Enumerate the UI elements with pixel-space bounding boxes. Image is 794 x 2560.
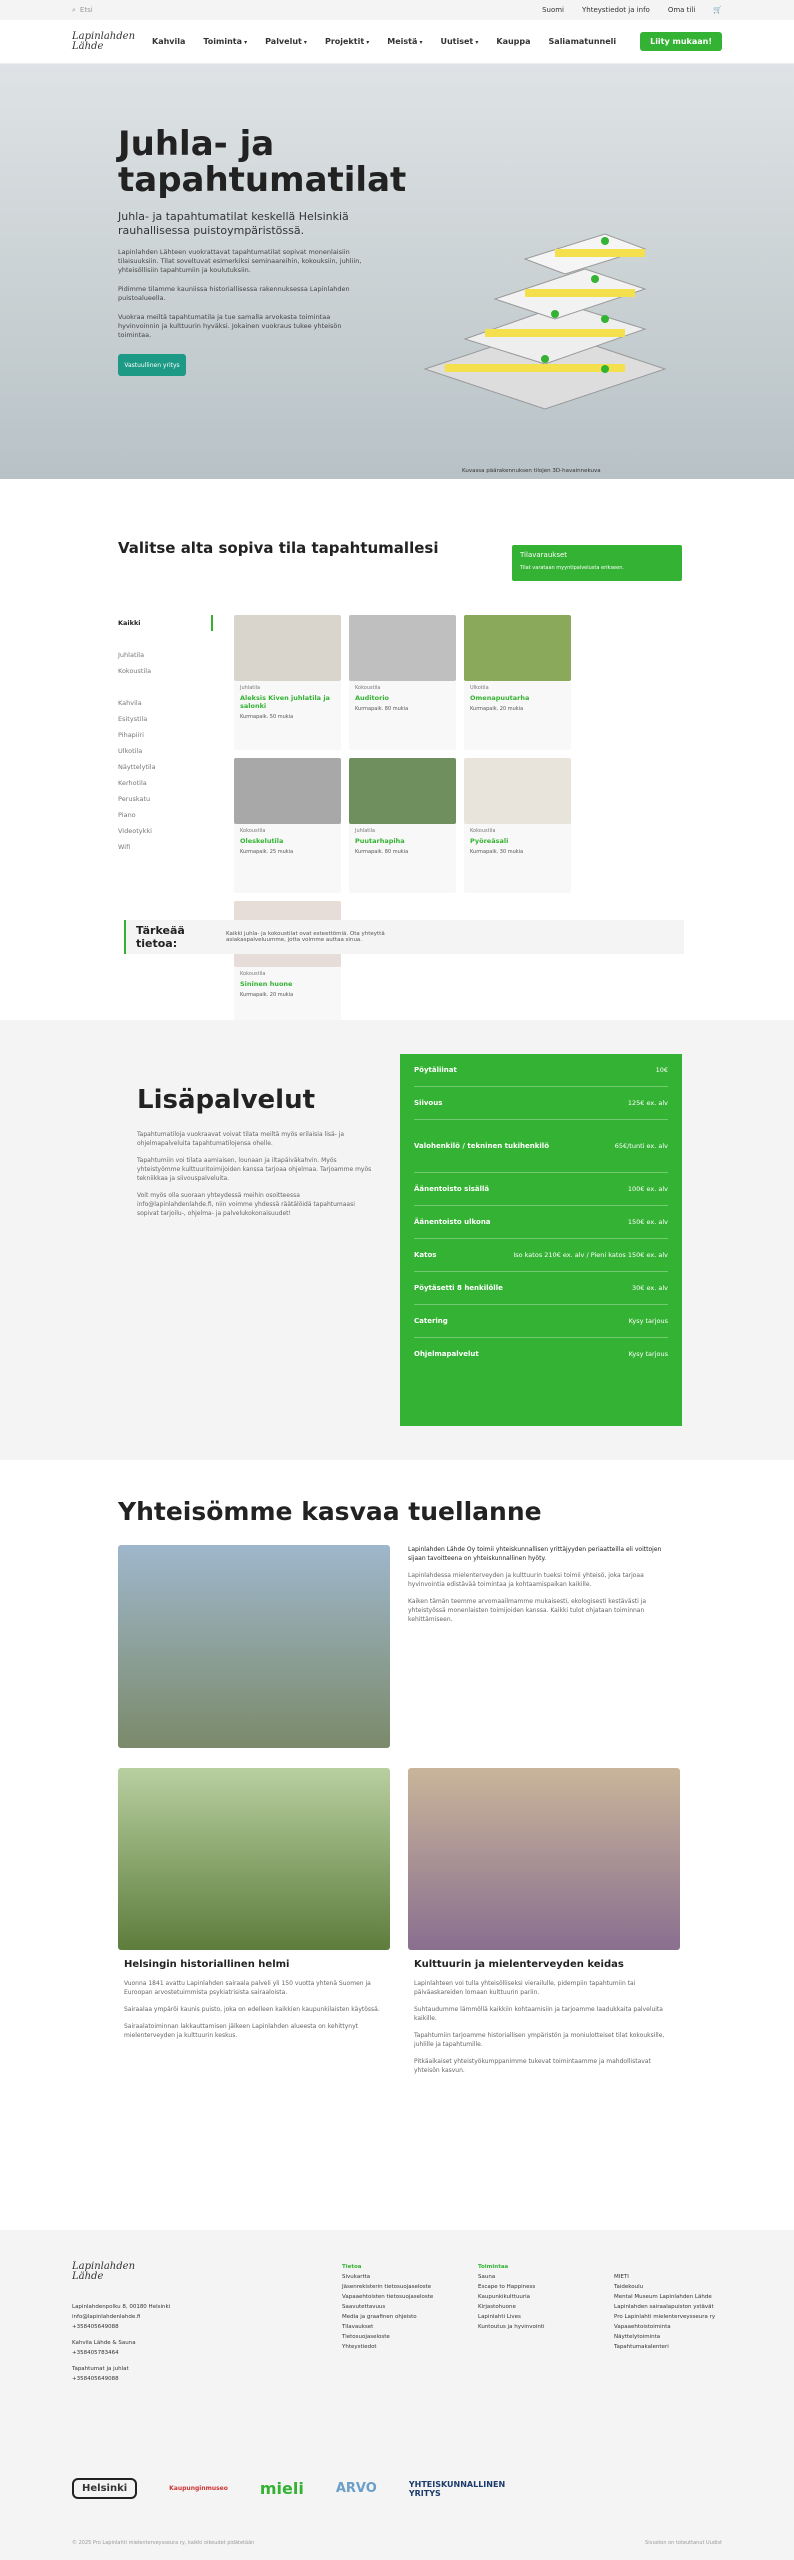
hero-text-1: Lapinlahden Lähteen vuokrattavat tapahtumatilat sopivat monenlaisiin tilaisuuksiin. Tilat soveltuvat esimerkiksi seminaareihin, kokouksiin, juhliin, yhteisöllisiin tapahtumiin ja koulutuksiin. xyxy=(118,248,362,274)
community-title: Yhteisömme kasvaa tuellanne xyxy=(118,1497,542,1526)
space-photo xyxy=(349,615,456,681)
footer-address: Lapinlahdenpolku 8, 00180 Helsinki xyxy=(72,2304,171,2310)
category-filter xyxy=(118,615,213,855)
join-button[interactable]: Liity mukaan! xyxy=(640,32,722,51)
partner-logos xyxy=(72,2478,506,2499)
price-row xyxy=(414,1054,668,1087)
category-juhlatila[interactable]: Juhlatila xyxy=(118,651,145,659)
footer-events: Tapahtumat ja juhlat xyxy=(72,2366,129,2372)
space-card[interactable] xyxy=(234,615,341,750)
footer-link[interactable]: Jäsenrekisterin tietosuojaseloste xyxy=(342,2284,432,2290)
footer-link[interactable]: Lapinlahden sairaalapuiston ystävät xyxy=(614,2304,714,2310)
price-row xyxy=(414,1272,668,1305)
space-name[interactable]: Sininen huone xyxy=(240,980,293,988)
space-name[interactable]: Aleksis Kiven juhlatila ja salonki xyxy=(240,694,330,710)
space-grid xyxy=(234,615,684,1036)
history-title: Helsingin historiallinen helmi xyxy=(124,1959,290,1970)
footer-link[interactable]: Mental Museum Lapinlahden Lähde xyxy=(614,2294,712,2300)
copyright: © 2025 Pro Lapinlahti mielenterveysseura ry, kaikki oikeudet pidätetään xyxy=(72,2540,255,2546)
hero-caption: Kuvassa päärakennuksen tilojen 3D-havainnekuva xyxy=(462,468,601,474)
footer-logo[interactable]: Lapinlahden Lähde xyxy=(72,2261,136,2282)
community-text-1: Lapinlahdessa mielenterveyden ja kulttuurin tueksi toimii yhteisö, joka tarjoaa hyvinvointia edistävää toimintaa ja kohtaamispaikan kaikille. xyxy=(408,1572,644,1588)
space-card[interactable] xyxy=(234,758,341,893)
extras-text-1: Tapahtumatiloja vuokraavat voivat tilata meiltä myös erilaisia lisä- ja ohjelmapalveluita tapahtumatilojensa ohelle. xyxy=(137,1131,345,1147)
category-videotykki[interactable]: Videotykki xyxy=(118,827,152,835)
credits-link[interactable]: Sivuston on toteuttanut Uudist xyxy=(645,2540,722,2546)
notice-text: Tilat varataan myyntipalvelusta erikseen. xyxy=(520,565,624,571)
culture-title: Kulttuurin ja mielenterveyden keidas xyxy=(414,1959,624,1970)
space-type: Kokoustila xyxy=(240,828,266,834)
hero-text-2: Pidimme tilamme kauniissa historiallisessa rakennuksessa Lapinlahden puistoalueella. xyxy=(118,285,350,302)
category-ulkotila[interactable]: Ulkotila xyxy=(118,747,143,755)
footer-phone[interactable]: +358405649088 xyxy=(72,2324,119,2330)
community-text xyxy=(408,1545,678,1632)
space-card[interactable] xyxy=(464,615,571,750)
space-capacity: Kurmapaik. 25 mukia xyxy=(240,849,294,855)
booking-notice[interactable] xyxy=(512,545,682,581)
space-capacity: Kurmapaik. 80 mukia xyxy=(355,706,409,712)
footer-link[interactable]: Vapaaehtoistoiminta xyxy=(614,2324,671,2330)
footer-sales-phone[interactable]: +358405783464 xyxy=(72,2350,119,2356)
footer-bottom xyxy=(72,2540,722,2546)
footer-link[interactable]: Saavutettavuus xyxy=(342,2304,386,2310)
community-lead: Lapinlahden Lähde Oy toimii yhteiskunnallisen yrittäjyyden periaatteilla eli voittojen sijaan tavoitteena on yhteiskunnallinen hyöty. xyxy=(408,1546,662,1562)
space-name[interactable]: Puutarhapiha xyxy=(355,837,405,845)
crowd-photo xyxy=(118,1545,390,1748)
space-card[interactable] xyxy=(349,758,456,893)
footer-col-partners xyxy=(614,2272,724,2352)
price-value: 100€ ex. alv xyxy=(627,1185,668,1193)
space-photo xyxy=(349,758,456,824)
price-label: Äänentoisto ulkona xyxy=(414,1218,491,1226)
community-text-2: Kaiken tämän teemme arvomaailmamme mukaisesti, ekologisesti kestävästi ja yhteistyössä monenlaisten toimijoiden kanssa. Kaikki tulot ohjataan toiminnan kehittämiseen. xyxy=(408,1598,647,1623)
price-row xyxy=(414,1120,668,1173)
nav-item-kahvila[interactable]: Kahvila xyxy=(152,37,186,46)
responsible-badge: Vastuullinen yritys xyxy=(118,354,186,376)
section-title: Valitse alta sopiva tila tapahtumallesi xyxy=(118,539,439,557)
culture-text-4: Pitkäaikaiset yhteistyökumppanimme tukevat toimintaamme ja mahdollistavat yhteisön kasvun. xyxy=(414,2058,651,2074)
footer-events-phone[interactable]: +358405649088 xyxy=(72,2376,119,2382)
topbar xyxy=(0,0,794,20)
search-input[interactable]: Etsi xyxy=(79,6,93,14)
hero-subtitle: Juhla- ja tapahtumatilat keskellä Helsinkiä rauhallisessa puistoympäristössä. xyxy=(118,210,349,237)
hero xyxy=(0,64,794,479)
footer-link[interactable]: Tapahtumakalenteri xyxy=(614,2344,669,2350)
search[interactable] xyxy=(72,6,212,15)
price-value: Kysy tarjous xyxy=(628,1350,668,1358)
history-text-3: Sairaalatoiminnan lakkauttamisen jälkeen Lapinlahden alueesta on kehittynyt mielenterveyden ja kulttuurin keskus. xyxy=(124,2023,358,2039)
space-capacity: Kurmapaik. 50 mukia xyxy=(240,714,294,720)
footer-link[interactable]: Kuntoutus ja hyvinvointi xyxy=(478,2324,545,2330)
price-value: Iso katos 210€ ex. alv / Pieni katos 150€ ex. alv xyxy=(513,1251,668,1259)
important-text: Kaikki juhla- ja kokoustilat ovat esteettömiä. Ota yhteyttä asiakaspalveluumme, jotta voimme auttaa sinua. xyxy=(226,931,385,943)
price-value: 30€ ex. alv xyxy=(632,1284,668,1292)
space-capacity: Kurmapaik. 30 mukia xyxy=(470,849,524,855)
price-label: Siivous xyxy=(414,1099,443,1107)
page-title: Juhla- ja tapahtumatilat xyxy=(118,124,407,200)
price-label: Valohenkilö / tekninen tukihenkilö xyxy=(414,1142,550,1150)
space-photo xyxy=(464,758,571,824)
extras-text-2: Tapahtumiin voi tilata aamiaisen, lounaan ja iltapäiväkahvin. Myös yhteistyömme kulttuuritoimijoiden kanssa tarjoaa ohjelmaa. Tarjoamme myös tekniikkaa ja siivouspalveluita. xyxy=(137,1157,372,1182)
space-type: Kokoustila xyxy=(355,685,381,691)
price-row xyxy=(414,1239,668,1272)
price-value: 10€ xyxy=(655,1066,668,1074)
price-row xyxy=(414,1087,668,1120)
price-row xyxy=(414,1173,668,1206)
community-section xyxy=(118,1497,678,1526)
nav-item-uutiset[interactable]: Uutiset ▾ xyxy=(440,37,478,46)
space-name[interactable]: Omenapuutarha xyxy=(470,694,530,702)
category-wifi[interactable]: Wifi xyxy=(118,843,131,851)
space-type: Ulkotila xyxy=(470,685,489,691)
price-value: Kysy tarjous xyxy=(628,1317,668,1325)
footer-link[interactable]: Vapaaehtoisten tietosuojaseloste xyxy=(342,2294,434,2300)
space-name[interactable]: Pyöreäsali xyxy=(470,837,509,845)
space-card[interactable] xyxy=(464,758,571,893)
nav-item-toiminta[interactable]: Toiminta ▾ xyxy=(203,37,247,46)
culture-text-2: Suhtaudumme lämmöllä kaikkiin kohtaamisiin ja tarjoamme laadukkaita palveluita kaikille. xyxy=(414,2006,663,2022)
helsinki-logo[interactable]: Helsinki xyxy=(72,2478,137,2499)
space-type: Kokoustila xyxy=(470,828,496,834)
footer-link[interactable]: Lapinlahti Lives xyxy=(478,2314,521,2320)
dancers-photo xyxy=(408,1768,680,1950)
extras-text-3: Voit myös olla suoraan yhteydessä meihin osoitteessa info@lapinlahdenlahde.fi, niin voimme yhdessä räätälöidä tapahtumaasi sopivat tarjoilu-, ohjelma- ja palvelukokonaisuudet! xyxy=(137,1192,355,1217)
nav-item-kauppa[interactable]: Kauppa xyxy=(496,37,531,46)
price-label: Pöytäliinat xyxy=(414,1066,457,1074)
price-label: Katos xyxy=(414,1251,437,1259)
nav-item-tunneli[interactable]: Saliamatunneli xyxy=(548,37,617,46)
culture-text xyxy=(414,1960,674,2083)
footer-link[interactable]: Media ja graafinen ohjeisto xyxy=(342,2314,417,2320)
footer-link[interactable]: MIETI xyxy=(614,2274,629,2280)
park-photo xyxy=(118,1768,390,1950)
price-row xyxy=(414,1206,668,1239)
category-kaikki[interactable]: Kaikki xyxy=(118,615,213,631)
category-esitystila[interactable]: Esitystila xyxy=(118,715,148,723)
price-list xyxy=(400,1054,682,1426)
mieli-logo[interactable]: mieli xyxy=(259,2479,304,2498)
language-selector[interactable]: Suomi xyxy=(542,6,564,14)
extras-title: Lisäpalvelut xyxy=(137,1085,316,1115)
arvo-logo[interactable]: ARVO xyxy=(335,2481,377,2496)
footer-link[interactable]: Tietosuojaseloste xyxy=(342,2334,390,2340)
footer-link[interactable]: Escape to Happiness xyxy=(478,2284,536,2290)
yhteiskunnallinen-logo[interactable]: YHTEISKUNNALLINEN YRITYS xyxy=(408,2479,506,2498)
price-label: Äänentoisto sisällä xyxy=(414,1185,490,1193)
space-type: Juhlatila xyxy=(355,828,376,834)
space-photo xyxy=(464,615,571,681)
category-nayttelytila[interactable]: Näyttelytila xyxy=(118,763,156,771)
notice-title: Tilavaraukset xyxy=(520,551,568,559)
footer-link[interactable]: Taidekoulu xyxy=(614,2284,644,2290)
culture-text-1: Lapinlahteen voi tulla yhteisölliseksi vierailulle, pidempiin tapahtumiin tai päiväaskareiden lomaan kulttuurin pariin. xyxy=(414,1980,636,1996)
space-type: Juhlatila xyxy=(240,685,261,691)
footer-link[interactable]: Kirjastohuone xyxy=(478,2304,516,2310)
price-value: 150€ ex. alv xyxy=(627,1218,668,1226)
footer-col-activities xyxy=(478,2262,588,2332)
history-text xyxy=(124,1960,384,2048)
space-name[interactable]: Auditorio xyxy=(355,694,390,702)
nav-item-projektit[interactable]: Projektit ▾ xyxy=(325,37,369,46)
footer-email[interactable]: info@lapinlahdenlahde.fi xyxy=(72,2314,141,2320)
footer-col-title: Toimintaa xyxy=(478,2264,509,2270)
category-kerhotila[interactable]: Kerhotila xyxy=(118,779,147,787)
extras-section xyxy=(0,1020,794,1460)
search-icon: ⌕ xyxy=(72,5,76,14)
category-piano[interactable]: Piano xyxy=(118,811,136,819)
history-text-2: Sairaalaa ympäröi kaunis puisto, joka on edelleen kaikkien kaupunkilaisten käytössä. xyxy=(124,2006,380,2013)
nav-item-palvelut[interactable]: Palvelut ▾ xyxy=(265,37,307,46)
main-nav xyxy=(0,20,794,64)
footer-link[interactable]: Tilavaukset xyxy=(342,2324,374,2330)
nav-item-meista[interactable]: Meistä ▾ xyxy=(387,37,422,46)
footer-link[interactable]: Sivukartta xyxy=(342,2274,371,2280)
important-title: Tärkeää tietoa: xyxy=(136,924,185,950)
space-capacity: Kurmapaik. 80 mukia xyxy=(355,849,409,855)
price-value: 65€/tunti ex. alv xyxy=(614,1142,668,1150)
museum-logo[interactable]: Kaupunginmuseo xyxy=(169,2485,228,2492)
account-link[interactable]: Oma tili xyxy=(667,6,696,14)
space-name[interactable]: Oleskelutila xyxy=(240,837,284,845)
footer-col-title: Tietoa xyxy=(342,2264,362,2270)
price-label: Ohjelmapalvelut xyxy=(414,1350,479,1358)
price-label: Catering xyxy=(414,1317,448,1325)
history-text-1: Vuonna 1841 avattu Lapinlahden sairaala palveli yli 150 vuotta yhtenä Suomen ja Euroopan arvostetuimmista psykiatrisista sairaaloista. xyxy=(124,1980,371,1996)
footer-col-info xyxy=(342,2262,452,2352)
price-label: Pöytäsetti 8 henkilölle xyxy=(414,1284,503,1292)
space-capacity: Kurmapaik. 20 mukia xyxy=(470,706,524,712)
price-value: 125€ ex. alv xyxy=(627,1099,668,1107)
hero-text-3: Vuokraa meiltä tapahtumatila ja tue samalla arvokasta toimintaa hyvinvoinnin ja kulttuurin hyväksi. Jokainen vuokraus tukee yhteisön toimintaa. xyxy=(118,313,342,339)
footer-link[interactable]: Pro Lapinlahti mielenterveysseura ry xyxy=(614,2314,716,2320)
footer-link[interactable]: Näyttelytoiminta xyxy=(614,2334,661,2340)
footer-link[interactable]: Kaupunkikulttuuria xyxy=(478,2294,531,2300)
building-3d-illustration xyxy=(405,189,685,419)
space-photo xyxy=(234,615,341,681)
space-capacity: Kurmapaik. 20 mukia xyxy=(240,992,294,998)
space-type: Kokoustila xyxy=(240,971,266,977)
space-card[interactable] xyxy=(349,615,456,750)
price-row xyxy=(414,1338,668,1370)
category-pihapiiri[interactable]: Pihapiiri xyxy=(118,731,144,739)
contact-link[interactable]: Yhteystiedot ja info xyxy=(582,6,650,14)
space-photo xyxy=(234,758,341,824)
logo[interactable]: Lapinlahden Lähde xyxy=(72,30,136,52)
footer-contact xyxy=(72,2262,192,2384)
category-peruskatu[interactable]: Peruskatu xyxy=(118,795,151,803)
category-kokoustila[interactable]: Kokoustila xyxy=(118,667,152,675)
footer-link[interactable]: Sauna xyxy=(478,2274,496,2280)
footer-link[interactable]: Yhteystiedot xyxy=(342,2344,377,2350)
price-row xyxy=(414,1305,668,1338)
culture-text-3: Tapahtumiin tarjoamme historiallisen ympäristön ja moniulotteiset tilat kokouksille, juhlille ja tapahtumille. xyxy=(414,2032,665,2048)
cart-icon[interactable]: 🛒 xyxy=(713,6,722,14)
important-info xyxy=(124,920,684,954)
footer-sales: Kahvila Lähde & Sauna xyxy=(72,2340,136,2346)
category-kahvila[interactable]: Kahvila xyxy=(118,699,142,707)
